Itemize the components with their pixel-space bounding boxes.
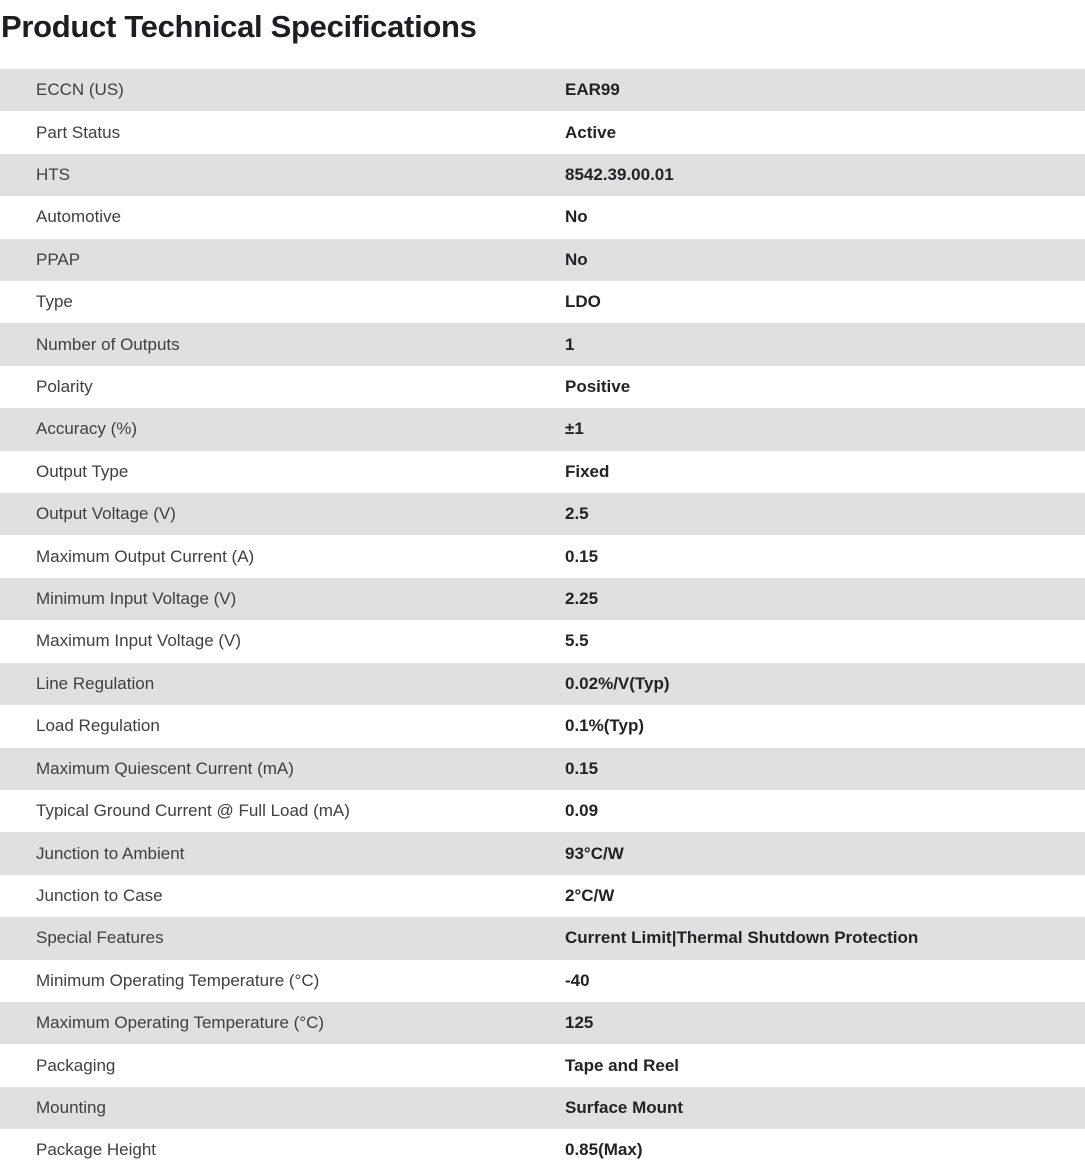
spec-table-row: [0, 493, 1085, 535]
spec-row-value: 1: [565, 334, 575, 354]
spec-row-value: Surface Mount: [565, 1097, 684, 1117]
spec-row-label: Special Features: [36, 928, 164, 948]
spec-table-row: [0, 451, 1085, 493]
spec-row-value: 8542.39.00.01: [565, 165, 674, 185]
spec-table: [0, 69, 1085, 1172]
spec-row-value: No: [565, 207, 588, 227]
spec-table-row: [0, 578, 1085, 620]
spec-row-value: ±1: [565, 419, 584, 439]
spec-row-label: Maximum Output Current (A): [36, 546, 255, 566]
spec-row-label: Maximum Quiescent Current (mA): [36, 758, 294, 778]
spec-table-row: [0, 196, 1085, 238]
spec-table-row: [0, 111, 1085, 153]
spec-table-row: [0, 366, 1085, 408]
spec-row-label: Load Regulation: [36, 716, 160, 736]
spec-row-label: HTS: [36, 165, 70, 185]
spec-table-row: [0, 535, 1085, 577]
spec-row-label: Accuracy (%): [36, 419, 138, 439]
spec-table-row: [0, 1087, 1085, 1129]
spec-row-label: Polarity: [36, 377, 93, 397]
spec-row-value: 2.5: [565, 504, 589, 524]
spec-row-value: Fixed: [565, 461, 610, 481]
spec-row-label: Type: [36, 292, 73, 312]
spec-row-label: PPAP: [36, 249, 81, 269]
spec-row-label: Mounting: [36, 1097, 106, 1117]
spec-table-row: [0, 1002, 1085, 1044]
spec-table-row: [0, 323, 1085, 365]
spec-row-label: Minimum Input Voltage (V): [36, 589, 237, 609]
spec-row-value: -40: [565, 970, 590, 990]
spec-table-row: [0, 620, 1085, 662]
spec-row-value: 93°C/W: [565, 843, 624, 863]
spec-table-row: [0, 1044, 1085, 1086]
spec-row-label: Junction to Ambient: [36, 843, 185, 863]
spec-table-row: [0, 748, 1085, 790]
spec-row-value: 2.25: [565, 589, 599, 609]
spec-table-row: [0, 705, 1085, 747]
page-title: Product Technical Specifications: [1, 9, 477, 44]
spec-row-value: LDO: [565, 292, 601, 312]
spec-row-label: ECCN (US): [36, 80, 124, 100]
spec-row-value: Positive: [565, 377, 631, 397]
spec-row-label: Minimum Operating Temperature (°C): [36, 970, 320, 990]
spec-table-row: [0, 281, 1085, 323]
spec-row-value: 0.15: [565, 546, 599, 566]
spec-table-row: [0, 917, 1085, 959]
spec-row-label: Number of Outputs: [36, 334, 180, 354]
spec-table-row: [0, 832, 1085, 874]
spec-row-label: Maximum Input Voltage (V): [36, 631, 242, 651]
spec-table-row: [0, 790, 1085, 832]
spec-row-value: 0.09: [565, 801, 599, 821]
spec-table-row: [0, 69, 1085, 111]
spec-row-value: 0.15: [565, 758, 599, 778]
spec-row-value: 0.1%(Typ): [565, 716, 645, 736]
spec-row-value: 125: [565, 1013, 594, 1033]
spec-row-value: Tape and Reel: [565, 1055, 679, 1075]
spec-table-row: [0, 960, 1085, 1002]
spec-row-value: 0.02%/V(Typ): [565, 673, 670, 693]
spec-table-row: [0, 154, 1085, 196]
spec-row-value: No: [565, 249, 588, 269]
spec-row-label: Output Type: [36, 461, 129, 481]
spec-row-value: Current Limit|Thermal Shutdown Protection: [565, 928, 919, 948]
spec-row-label: Output Voltage (V): [36, 504, 176, 524]
spec-row-label: Part Status: [36, 122, 121, 142]
spec-row-label: Line Regulation: [36, 673, 155, 693]
spec-table-row: [0, 663, 1085, 705]
spec-row-label: Package Height: [36, 1140, 157, 1160]
spec-row-value: 5.5: [565, 631, 589, 651]
spec-table-row: [0, 239, 1085, 281]
spec-row-value: EAR99: [565, 80, 620, 100]
spec-row-label: Maximum Operating Temperature (°C): [36, 1013, 325, 1033]
spec-table-row: [0, 875, 1085, 917]
spec-row-value: Active: [565, 122, 617, 142]
spec-row-label: Packaging: [36, 1055, 116, 1075]
spec-row-label: Typical Ground Current @ Full Load (mA): [36, 801, 350, 821]
spec-table-row: [0, 408, 1085, 450]
spec-row-label: Automotive: [36, 207, 122, 227]
spec-row-value: 2°C/W: [565, 885, 615, 905]
spec-table-row: [0, 1129, 1085, 1171]
spec-row-value: 0.85(Max): [565, 1140, 643, 1160]
spec-row-label: Junction to Case: [36, 885, 163, 905]
